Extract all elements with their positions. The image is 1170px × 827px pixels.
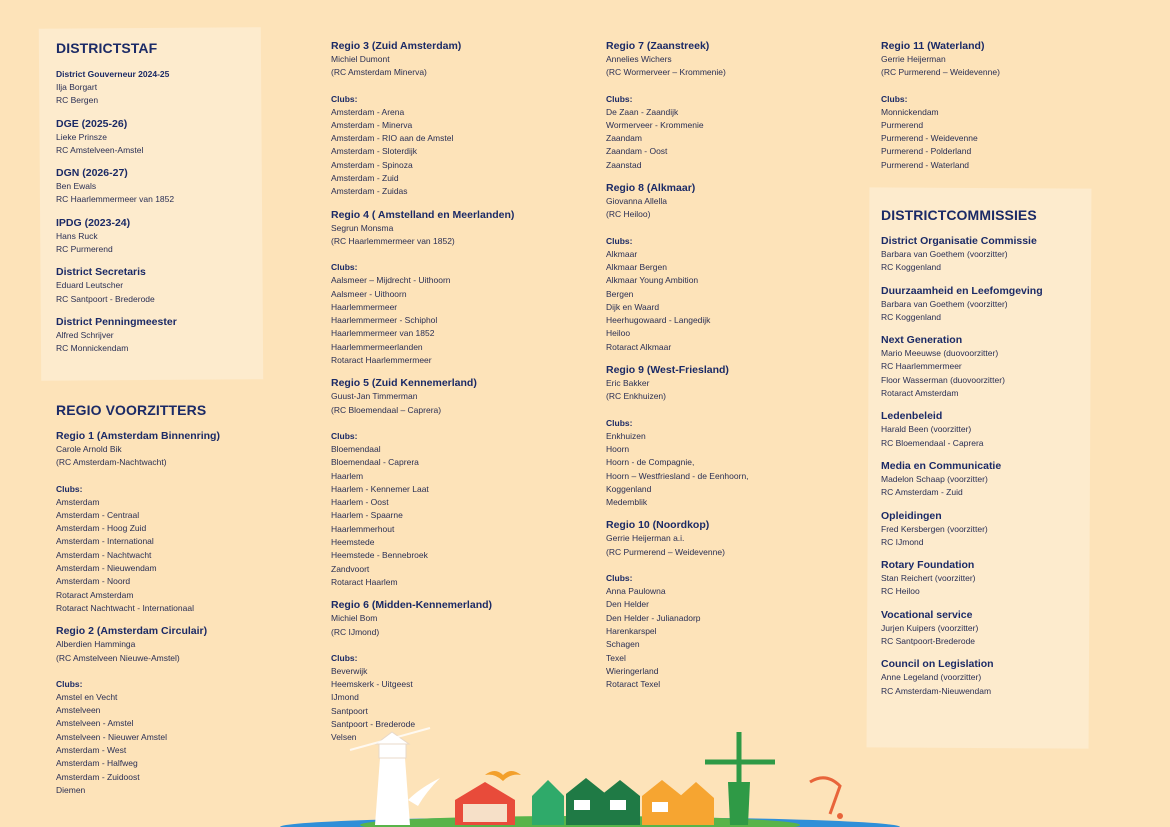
club-item: Heiloo xyxy=(606,328,631,339)
region-block xyxy=(606,182,866,354)
club-item: Wieringerland xyxy=(606,665,659,676)
club-item: Texel xyxy=(606,652,626,663)
region-person: Alberdien Hamminga xyxy=(56,639,136,650)
commissie-entry xyxy=(881,235,1081,275)
clubs-label: Clubs: xyxy=(331,652,358,663)
staf-line: RC Bergen xyxy=(56,95,99,106)
club-item: Heemstede xyxy=(331,537,375,548)
regions-column-2 xyxy=(331,40,591,755)
staf-entry xyxy=(56,118,316,158)
club-item: Haarlem xyxy=(331,470,364,481)
club-item: Purmerend - Waterland xyxy=(881,159,970,170)
club-item: Schagen xyxy=(606,639,640,650)
staf-heading: IPDG (2023-24) xyxy=(56,216,131,229)
club-item: Den Helder - Julianadorp xyxy=(606,612,701,623)
staf-line: Hans Ruck xyxy=(56,230,98,241)
club-item: Amsterdam - Halfweg xyxy=(56,758,138,769)
club-item: Bloemendaal - Caprera xyxy=(331,457,419,468)
region-title: Regio 9 (West-Friesland) xyxy=(606,364,729,377)
commissie-line: Jurjen Kuipers (voorzitter) xyxy=(881,622,979,633)
commissie-entry xyxy=(881,559,1081,599)
club-item: Amsterdam - Minerva xyxy=(331,119,413,130)
club-item: Amstelveen - Nieuwer Amstel xyxy=(56,731,168,742)
club-item: Hoorn – Westfriesland - de Eenhoorn, xyxy=(606,470,749,481)
club-item: Hoorn xyxy=(606,443,630,454)
staf-entry xyxy=(56,217,316,257)
club-item: Medemblik xyxy=(606,497,648,508)
districtstaf-title: DISTRICTSTAF xyxy=(56,40,158,56)
region-person: Michiel Bom xyxy=(331,613,378,624)
dutch-landscape-illustration xyxy=(280,720,900,827)
clubs-label: Clubs: xyxy=(56,678,83,689)
club-item: Rotaract Texel xyxy=(606,679,661,690)
region-person: Segrun Monsma xyxy=(331,222,394,233)
club-item: Koggenland xyxy=(606,483,652,494)
club-item: Haarlemmermeerlanden xyxy=(331,341,423,352)
region-person: Carole Arnold Bik xyxy=(56,444,122,454)
region-person-club: (RC Purmerend – Weidevenne) xyxy=(881,67,1000,78)
region-title: Regio 3 (Zuid Amsterdam) xyxy=(331,40,462,52)
commissie-entry xyxy=(881,285,1081,325)
kitesurfer-icon xyxy=(810,778,843,819)
clubs-label: Clubs: xyxy=(331,93,358,104)
club-item: Amsterdam - Sloterdijk xyxy=(331,146,417,157)
club-item: Amsterdam - Noord xyxy=(56,576,131,587)
commissie-line: RC Amsterdam-Nieuwendam xyxy=(881,685,992,696)
region-block xyxy=(331,377,591,589)
club-item: Heerhugowaard - Langedijk xyxy=(606,315,711,326)
club-item: Anna Paulowna xyxy=(606,586,666,597)
club-item: Haarlem - Oost xyxy=(331,497,389,508)
commissie-line: Barbara van Goethem (voorzitter) xyxy=(881,249,1008,259)
commissie-entry xyxy=(881,609,1081,649)
club-item: Aalsmeer – Mijdrecht - Uithoorn xyxy=(331,275,451,286)
club-item: Santpoort - Brederode xyxy=(331,718,416,729)
club-item: Bergen xyxy=(606,288,634,299)
club-item: Zaandam - Oost xyxy=(606,146,668,157)
club-item: Harenkarspel xyxy=(606,625,657,636)
club-item: Velsen xyxy=(331,732,357,743)
regio-voorzitters-section xyxy=(56,402,306,807)
region-block xyxy=(606,40,866,172)
commissie-heading: District Organisatie Commissie xyxy=(881,235,1037,247)
staf-line: Ilja Borgart xyxy=(56,82,98,92)
club-item: Alkmaar xyxy=(606,248,638,259)
region-title: Regio 10 (Noordkop) xyxy=(606,519,710,532)
staf-line: Ben Ewals xyxy=(56,181,97,192)
region-person: Giovanna Allella xyxy=(606,196,667,207)
commissie-line: Barbara van Goethem (voorzitter) xyxy=(881,298,1008,309)
club-item: Dijk en Waard xyxy=(606,301,660,312)
club-item: Amsterdam xyxy=(56,496,100,507)
club-item: Amsterdam - Spinoza xyxy=(331,159,413,170)
commissie-heading: Council on Legislation xyxy=(881,658,994,671)
club-item: Haarlem - Kennemer Laat xyxy=(331,483,429,494)
region-title: Regio 11 (Waterland) xyxy=(881,40,985,52)
region-person-club: (RC Heiloo) xyxy=(606,209,651,220)
club-item: IJmond xyxy=(331,692,359,703)
region-person: Michiel Dumont xyxy=(331,54,390,64)
club-item: Haarlem - Spaarne xyxy=(331,510,403,521)
club-item: Amsterdam - Arena xyxy=(331,106,405,117)
staf-line: RC Santpoort - Brederode xyxy=(56,293,155,304)
club-item: Santpoort xyxy=(331,705,368,716)
regio-voorzitters-title: REGIO VOORZITTERS xyxy=(56,402,207,418)
commissie-line: RC Amsterdam - Zuid xyxy=(881,487,963,498)
club-item: Monnickendam xyxy=(881,106,939,117)
region-person: Annelies Wichers xyxy=(606,54,672,64)
region-person: Guust-Jan Timmerman xyxy=(331,391,418,402)
club-item: Rotaract Haarlemmermeer xyxy=(331,355,432,366)
region-block xyxy=(606,519,866,691)
districtcommissies-title: DISTRICTCOMMISSIES xyxy=(881,207,1037,223)
commissie-entry xyxy=(881,460,1081,500)
clubs-label: Clubs: xyxy=(881,93,908,104)
staf-entry xyxy=(56,167,316,207)
districtcommissies-list xyxy=(881,235,1081,698)
commissie-line: Fred Kersbergen (voorzitter) xyxy=(881,523,988,534)
staf-heading: DGE (2025-26) xyxy=(56,117,128,130)
club-item: Purmerend - Polderland xyxy=(881,146,972,157)
staf-entry xyxy=(56,68,316,108)
commissie-entry xyxy=(881,410,1081,450)
club-item: Amsterdam - Nieuwendam xyxy=(56,563,157,574)
commissie-line: RC Haarlemmermeer xyxy=(881,361,962,372)
club-item: Amsterdam - Zuidas xyxy=(331,186,408,197)
commissie-heading: Vocational service xyxy=(881,608,973,621)
staf-line: Alfred Schrijver xyxy=(56,329,114,340)
club-item: Alkmaar Young Ambition xyxy=(606,275,699,286)
windmill-icon xyxy=(705,732,775,825)
region-block xyxy=(56,625,306,797)
club-item: Alkmaar Bergen xyxy=(606,261,667,272)
staf-line: RC Haarlemmermeer van 1852 xyxy=(56,194,175,205)
commissie-heading: Rotary Foundation xyxy=(881,559,975,572)
club-item: De Zaan - Zaandijk xyxy=(606,106,679,117)
commissie-line: RC Santpoort-Brederode xyxy=(881,636,976,647)
commissie-heading: Next Generation xyxy=(881,334,963,347)
commissie-heading: Ledenbeleid xyxy=(881,410,943,423)
regions-column-4 xyxy=(881,40,1141,182)
regions-column-1 xyxy=(56,430,306,797)
clubs-label: Clubs: xyxy=(56,483,83,494)
club-item: Rotaract Amsterdam xyxy=(56,589,134,600)
commissie-line: Anne Legeland (voorzitter) xyxy=(881,672,982,683)
club-item: Hoorn - de Compagnie, xyxy=(606,457,695,468)
club-item: Amsterdam - International xyxy=(56,536,154,547)
club-item: Zandvoort xyxy=(331,563,370,574)
club-item: Beverwijk xyxy=(331,665,368,676)
regions-column-3 xyxy=(606,40,866,701)
staf-heading: District Gouverneur 2024-25 xyxy=(56,69,170,79)
houses-icon xyxy=(455,778,714,825)
club-item: Purmerend xyxy=(881,119,924,130)
region-block xyxy=(331,209,591,368)
clubs-label: Clubs: xyxy=(606,93,633,104)
region-title: Regio 4 ( Amstelland en Meerlanden) xyxy=(331,208,515,221)
staf-line: RC Purmerend xyxy=(56,244,113,255)
region-title: Regio 5 (Zuid Kennemerland) xyxy=(331,377,477,390)
staf-heading: District Penningmeester xyxy=(56,315,177,328)
commissie-heading: Opleidingen xyxy=(881,509,942,522)
commissie-line: Madelon Schaap (voorzitter) xyxy=(881,473,988,484)
commissie-line: Rotaract Amsterdam xyxy=(881,388,959,399)
bird-icon xyxy=(485,771,521,781)
region-person: Gerrie Heijerman xyxy=(881,54,946,64)
region-block xyxy=(56,430,306,615)
staf-line: RC Amstelveen-Amstel xyxy=(56,144,144,155)
clubs-label: Clubs: xyxy=(331,262,358,273)
region-person-club: (RC Haarlemmermeer van 1852) xyxy=(331,235,455,246)
commissie-entry xyxy=(881,510,1081,550)
region-person-club: (RC Purmerend – Weidevenne) xyxy=(606,546,725,557)
districtstaf-list xyxy=(56,68,316,356)
staf-line: Lieke Prinsze xyxy=(56,131,108,142)
clubs-label: Clubs: xyxy=(606,573,633,584)
region-person-club: (RC Bloemendaal – Caprera) xyxy=(331,404,442,415)
region-title: Regio 7 (Zaanstreek) xyxy=(606,40,710,52)
club-item: Heemstede - Bennebroek xyxy=(331,550,428,561)
club-item: Amstelveen - Amstel xyxy=(56,718,134,729)
region-title: Regio 6 (Midden-Kennemerland) xyxy=(331,599,493,612)
commissie-line: RC Koggenland xyxy=(881,262,942,273)
club-item: Zaanstad xyxy=(606,159,642,170)
seagull-icon xyxy=(408,778,440,806)
club-item: Haarlemmermeer - Schiphol xyxy=(331,315,438,326)
club-item: Amstel en Vecht xyxy=(56,691,118,702)
club-item: Zaandam xyxy=(606,133,642,144)
club-item: Rotaract Nachtwacht - Internationaal xyxy=(56,602,194,613)
region-block xyxy=(881,40,1141,172)
club-item: Rotaract Haarlem xyxy=(331,576,398,587)
commissie-line: Harald Been (voorzitter) xyxy=(881,424,972,435)
commissie-line: RC Koggenland xyxy=(881,311,942,322)
club-item: Enkhuizen xyxy=(606,430,646,441)
club-item: Purmerend - Weidevenne xyxy=(881,133,978,144)
region-title: Regio 2 (Amsterdam Circulair) xyxy=(56,625,208,638)
commissie-line: Floor Wasserman (duovoorzitter) xyxy=(881,374,1005,385)
staf-line: RC Monnickendam xyxy=(56,343,129,354)
region-block xyxy=(331,40,591,199)
staf-entry xyxy=(56,316,316,356)
region-title: Regio 8 (Alkmaar) xyxy=(606,182,696,195)
club-item: Haarlemmermeer van 1852 xyxy=(331,328,435,339)
districtstaf-section xyxy=(56,40,316,366)
region-person: Eric Bakker xyxy=(606,378,650,389)
commissie-line: Mario Meeuwse (duovoorzitter) xyxy=(881,348,999,359)
club-item: Haarlemmermeer xyxy=(331,301,398,312)
commissie-heading: Duurzaamheid en Leefomgeving xyxy=(881,284,1043,297)
staf-heading: District Secretaris xyxy=(56,266,146,279)
club-item: Heemskerk - Uitgeest xyxy=(331,679,413,690)
club-item: Wormerveer - Krommenie xyxy=(606,119,704,130)
staf-heading: DGN (2026-27) xyxy=(56,167,128,180)
clubs-label: Clubs: xyxy=(331,430,358,441)
clubs-label: Clubs: xyxy=(606,417,633,428)
region-person-club: (RC Amsterdam Minerva) xyxy=(331,67,427,78)
commissie-line: RC Heiloo xyxy=(881,586,920,597)
club-item: Amsterdam - Hoog Zuid xyxy=(56,523,147,534)
club-item: Den Helder xyxy=(606,599,649,610)
club-item: Amsterdam - Nachtwacht xyxy=(56,549,152,560)
club-item: Amsterdam - RIO aan de Amstel xyxy=(331,133,454,144)
region-title: Regio 1 (Amsterdam Binnenring) xyxy=(56,430,220,442)
region-block xyxy=(606,364,866,509)
region-person: Gerrie Heijerman a.i. xyxy=(606,533,685,544)
club-item: Bloemendaal xyxy=(331,443,381,454)
commissie-line: RC Bloemendaal - Caprera xyxy=(881,437,984,448)
club-item: Amsterdam - West xyxy=(56,745,127,756)
districtcommissies-section xyxy=(881,207,1081,708)
club-item: Diemen xyxy=(56,784,86,795)
region-person-club: (RC Enkhuizen) xyxy=(606,391,666,402)
lighthouse-icon xyxy=(350,728,430,825)
club-item: Amsterdam - Zuid xyxy=(331,173,399,184)
club-item: Amsterdam - Centraal xyxy=(56,509,140,520)
region-person-club: (RC IJmond) xyxy=(331,626,380,637)
staf-entry xyxy=(56,266,316,306)
club-item: Haarlemmerhout xyxy=(331,523,395,534)
commissie-entry xyxy=(881,658,1081,698)
club-item: Rotaract Alkmaar xyxy=(606,341,672,352)
region-person-club: (RC Wormerveer – Krommenie) xyxy=(606,67,726,78)
commissie-entry xyxy=(881,334,1081,400)
staf-line: Eduard Leutscher xyxy=(56,280,124,291)
region-person-club: (RC Amstelveen Nieuwe-Amstel) xyxy=(56,652,180,663)
club-item: Amstelveen xyxy=(56,705,101,716)
club-item: Amsterdam - Zuidoost xyxy=(56,771,140,782)
clubs-label: Clubs: xyxy=(606,235,633,246)
club-item: Aalsmeer - Uithoorn xyxy=(331,288,407,299)
commissie-heading: Media en Communicatie xyxy=(881,459,1002,472)
region-person-club: (RC Amsterdam-Nachtwacht) xyxy=(56,457,167,468)
commissie-line: RC IJmond xyxy=(881,536,924,547)
commissie-line: Stan Reichert (voorzitter) xyxy=(881,573,976,584)
